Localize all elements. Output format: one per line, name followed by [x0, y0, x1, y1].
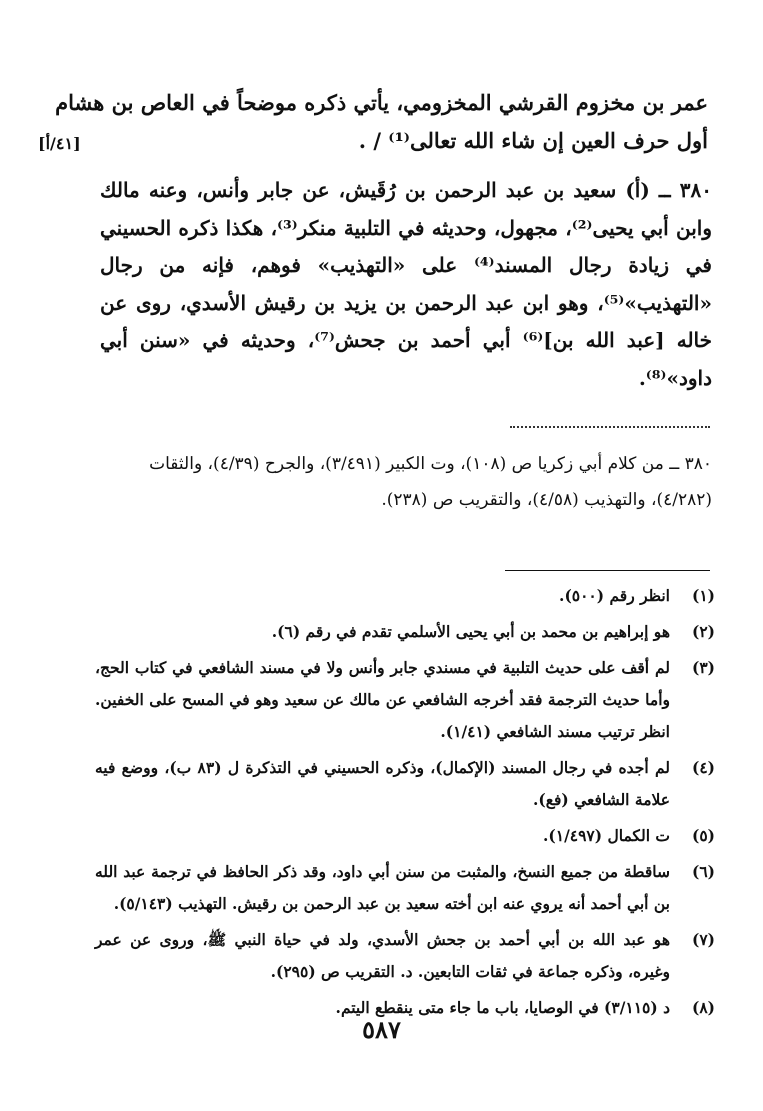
references-text: ٣٨٠ ــ من كلام أبي زكريا ص (١٠٨)، وت الكبير (٣/٤٩١)، والجرح (٤/٣٩)، والثقات (٤/٢٨٢)، والتهذيب (٤/٥٨)، والتقريب ص (٢٣٨).: [149, 454, 712, 510]
footnote-item: [95, 752, 715, 816]
continuation-line: عمر بن مخزوم القرشي المخزومي، يأتي ذكره موضحاً في العاص بن هشام: [55, 90, 708, 115]
footnote-rule: [505, 570, 710, 571]
footnote-item: [95, 856, 715, 920]
continuation-line-2: أول حرف العين إن شاء الله تعالى⁽¹⁾ / .: [358, 128, 708, 153]
footnote-text: لم أقف على حديث التلبية في مسندي جابر وأنس ولا في مسند الشافعي في كتاب الحج، وأما حديث الترجمة فقد أخرجه الشافعي عن مالك عن سعيد وهو في المسح على الخفين. انظر ترتيب مسند الشافعي (١/٤١).: [95, 658, 670, 741]
footnote-item: [95, 616, 715, 648]
entry-380: [100, 172, 712, 397]
footnote-number: (٧): [691, 930, 715, 949]
footnote-text: د (٣/١١٥) في الوصايا، باب ما جاء متى ينقطع اليتم.: [335, 998, 670, 1017]
entry-text: ٣٨٠ ــ (أ) سعيد بن عبد الرحمن بن رُقَيش، عن جابر وأنس، وعنه مالك وابن أبي يحيى⁽²⁾، مجهول، وحديثه في التلبية منكر⁽³⁾، هكذا ذكره الحسيني في زيادة رجال المسند⁽⁴⁾ على «التهذيب» فوهم، فإنه من رجال «التهذيب»⁽⁵⁾، وهو ابن عبد الرحمن بن يزيد بن رقيش الأسدي، روى عن خاله [عبد الله بن]⁽⁶⁾ أبي أحمد بن جحش⁽⁷⁾، وحديثه في «سنن أبي داود»⁽⁸⁾.: [100, 178, 713, 390]
footnote-item: [95, 652, 715, 748]
footnote-item: [95, 820, 715, 852]
footnote-text: ساقطة من جميع النسخ، والمثبت من سنن أبي داود، وقد ذكر الحافظ في ترجمة عبد الله بن أبي أحمد أنه يروي عنه ابن أخته سعيد بن عبد الرحمن بن رقيش. التهذيب (٥/١٤٣).: [95, 862, 670, 913]
footnote-number: (٣): [691, 658, 715, 677]
footnote-text: هو عبد الله بن أبي أحمد بن جحش الأسدي، ولد في حياة النبي ﷺ، وروى عن عمر وغيره، وذكره جماعة في ثقات التابعين. د. التقريب ص (٢٩٥).: [95, 930, 670, 981]
footnote-item: [95, 580, 715, 612]
footnote-number: (٥): [691, 826, 715, 845]
footnote-number: (٨): [691, 998, 715, 1017]
footnote-number: (٦): [691, 862, 715, 881]
footnote-number: (١): [691, 586, 715, 605]
footnote-text: لم أجده في رجال المسند (الإكمال)، وذكره الحسيني في التذكرة ل (٨٣ ب)، ووضع فيه علامة الشافعي (فع).: [95, 758, 670, 809]
footnote-number: (٢): [691, 622, 715, 641]
footnotes: [95, 580, 715, 1028]
manuscript-folio-marker: [٤١/أ]: [38, 134, 81, 153]
footnote-number: (٤): [691, 758, 715, 777]
entry-references: [100, 446, 712, 518]
footnote-text: انظر رقم (٥٠٠).: [559, 586, 670, 605]
dotted-separator: [510, 426, 710, 428]
footnote-text: هو إبراهيم بن محمد بن أبي يحيى الأسلمي تقدم في رقم (٦).: [271, 622, 670, 641]
footnote-text: ت الكمال (١/٤٩٧).: [543, 826, 670, 845]
footnote-item: [95, 924, 715, 988]
page-number: ٥٨٧: [362, 1015, 401, 1044]
